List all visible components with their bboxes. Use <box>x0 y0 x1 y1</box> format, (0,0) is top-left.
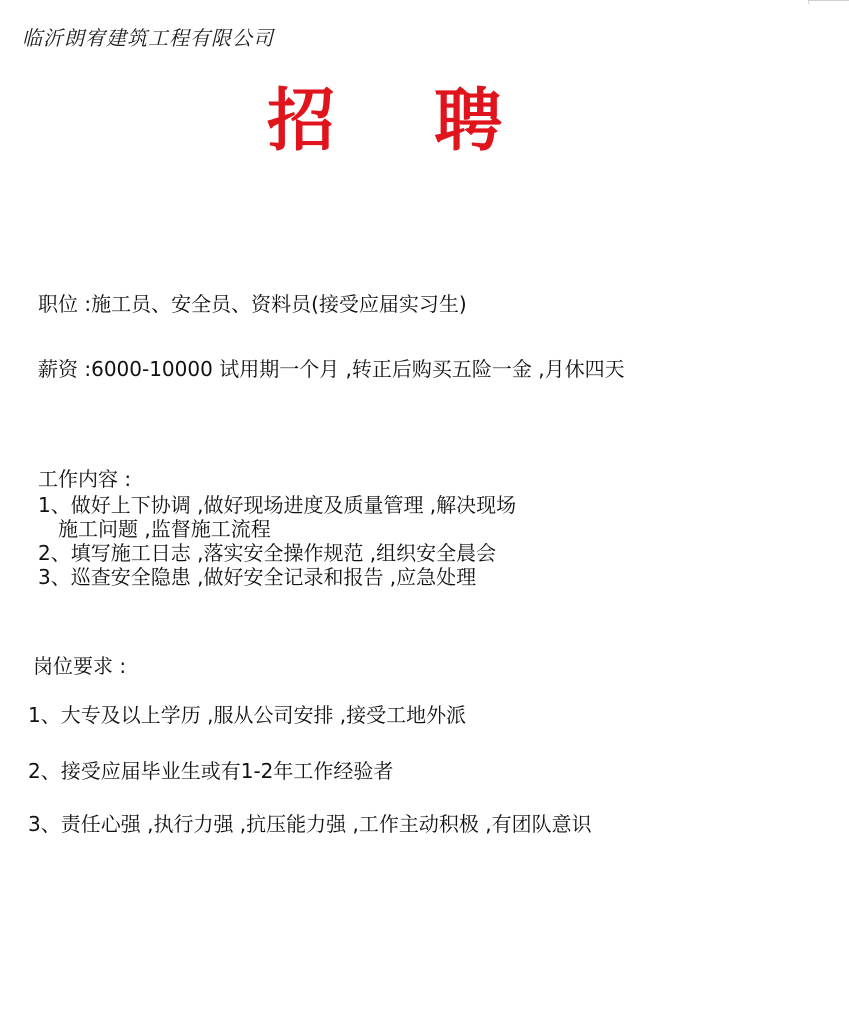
duties-heading: 工作内容 : <box>38 467 132 491</box>
company-name: 临沂朗宥建筑工程有限公司 <box>22 26 274 50</box>
duty-item-1: 1、做好上下协调 ,做好现场进度及质量管理 ,解决现场 <box>38 493 517 517</box>
requirements-heading: 岗位要求 : <box>33 654 127 678</box>
duty-item-3: 3、巡查安全隐患 ,做好安全记录和报告 ,应急处理 <box>38 565 477 589</box>
requirement-item-2: 2、接受应届毕业生或有1-2年工作经验者 <box>28 759 394 783</box>
salary-line: 薪资 :6000-10000 试用期一个月 ,转正后购买五险一金 ,月休四天 <box>38 357 625 381</box>
requirement-item-3: 3、责任心强 ,执行力强 ,抗压能力强 ,工作主动积极 ,有团队意识 <box>28 812 592 836</box>
page-corner-mark <box>808 0 849 5</box>
title-char-recruit: 招 <box>267 82 336 161</box>
title-char-hire: 聘 <box>434 82 503 161</box>
duty-item-2: 2、填写施工日志 ,落实安全操作规范 ,组织安全晨会 <box>38 541 497 565</box>
duty-item-1-continuation: 施工问题 ,监督施工流程 <box>58 517 271 541</box>
position-line: 职位 :施工员、安全员、资料员(接受应届实习生) <box>38 292 467 316</box>
requirement-item-1: 1、大专及以上学历 ,服从公司安排 ,接受工地外派 <box>28 703 467 727</box>
